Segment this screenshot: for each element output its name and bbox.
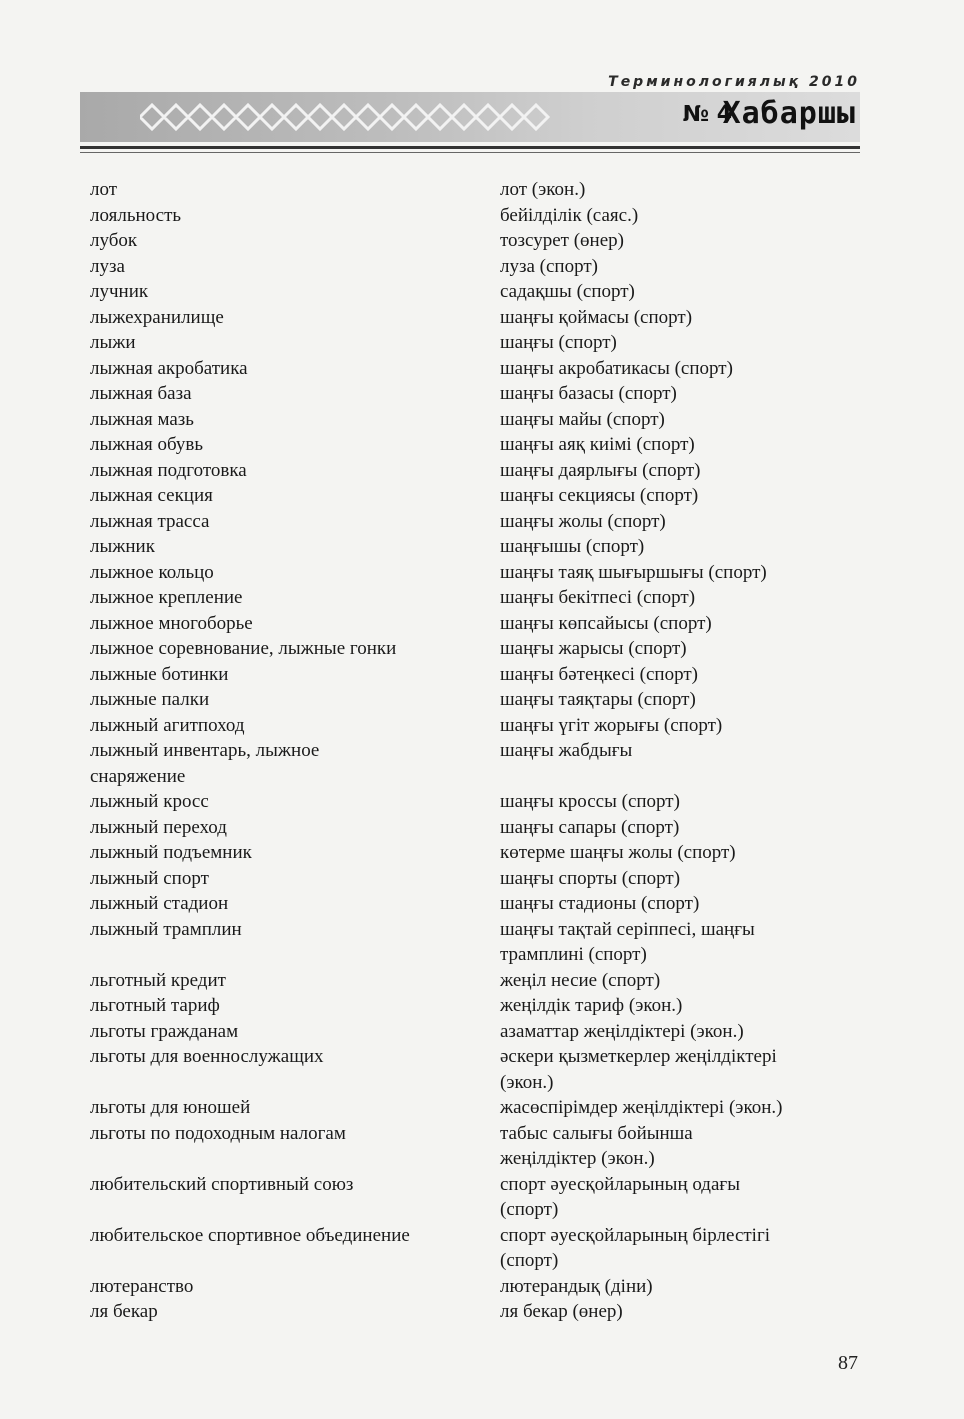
- kazakh-term: жеңілдік тариф (экон.): [500, 995, 683, 1016]
- russian-term: лыжный спорт: [90, 867, 209, 889]
- kazakh-term: [500, 764, 845, 790]
- glossary-entry: [90, 1019, 850, 1045]
- kazakh-term: шаңғышы (спорт): [500, 536, 645, 557]
- glossary-entry: [90, 662, 850, 688]
- kazakh-term: шаңғы майы (спорт): [500, 408, 665, 430]
- russian-term: лыжная подготовка: [90, 459, 247, 481]
- kazakh-term: спорт әуесқойларының одағы: [500, 1173, 740, 1195]
- russian-term: [90, 1248, 500, 1274]
- glossary-entry: [90, 687, 850, 713]
- kazakh-term: шаңғы сапары (спорт): [500, 816, 680, 838]
- glossary-entry: [90, 356, 850, 382]
- russian-term: лубок: [90, 230, 138, 251]
- kazakh-term: шаңғы стадионы (спорт): [500, 893, 700, 914]
- page-number: 87: [838, 1352, 858, 1374]
- glossary-entry: [90, 1070, 850, 1096]
- kazakh-term: шаңғы жарысы (спорт): [500, 638, 687, 659]
- russian-term: льготный тариф: [90, 995, 220, 1016]
- glossary-entry: [90, 917, 850, 943]
- glossary-entry: [90, 713, 850, 739]
- russian-term: лучник: [90, 281, 149, 302]
- glossary-entry: [90, 1197, 850, 1223]
- russian-term: льготы по подоходным налогам: [90, 1122, 346, 1144]
- russian-term: лояльность: [90, 204, 182, 226]
- journal-name: Хабаршы: [722, 96, 856, 131]
- kazakh-term: көтерме шаңғы жолы (спорт): [500, 842, 736, 863]
- glossary-entry: [90, 611, 850, 637]
- russian-term: лыжный трамплин: [90, 918, 242, 940]
- header-rule-thin: [80, 152, 860, 153]
- kazakh-term: спорт әуесқойларының бірлестігі: [500, 1224, 771, 1246]
- russian-term: льготный кредит: [90, 969, 226, 991]
- kazakh-term: ля бекар (өнер): [500, 1301, 623, 1322]
- russian-term: лыжное крепление: [90, 587, 243, 608]
- kazakh-term: садақшы (спорт): [500, 281, 635, 302]
- kazakh-term: әскери қызметкерлер жеңілдіктері: [500, 1046, 777, 1067]
- kazakh-term: табыс салығы бойынша: [500, 1122, 693, 1144]
- glossary-entry: [90, 764, 850, 790]
- russian-term: лыжник: [90, 536, 155, 557]
- russian-term: лыжная трасса: [90, 510, 210, 532]
- kazakh-term: лот (экон.): [500, 179, 586, 200]
- kazakh-term: (спорт): [500, 1199, 559, 1220]
- russian-term: лыжное соревнование, лыжные гонки: [90, 638, 397, 659]
- kazakh-term: луза (спорт): [500, 255, 598, 277]
- russian-term: лыжная база: [90, 383, 192, 404]
- glossary-entry: [90, 1044, 850, 1070]
- russian-term: [90, 1146, 500, 1172]
- kazakh-term: (экон.): [500, 1071, 554, 1093]
- kazakh-term: шаңғы даярлығы (спорт): [500, 459, 701, 481]
- russian-term: лыжный инвентарь, лыжное: [90, 740, 320, 761]
- kazakh-term: шаңғы акробатикасы (спорт): [500, 357, 733, 379]
- glossary-entry: [90, 636, 850, 662]
- glossary-entry: [90, 738, 850, 764]
- kazakh-term: шаңғы спорты (спорт): [500, 867, 681, 889]
- glossary-entry: [90, 1299, 850, 1325]
- russian-term: лыжный стадион: [90, 893, 229, 914]
- kazakh-term: шаңғы тақтай серіппесі, шаңғы: [500, 918, 755, 940]
- russian-term: лот: [90, 179, 118, 200]
- glossary-entry: [90, 585, 850, 611]
- kazakh-term: шаңғы кроссы (спорт): [500, 791, 680, 812]
- russian-term: льготы для юношей: [90, 1097, 251, 1118]
- glossary-entry: [90, 254, 850, 280]
- journal-line: Терминологиялық 2010: [608, 74, 860, 90]
- russian-term: лыжная секция: [90, 485, 213, 506]
- russian-term: любительское спортивное объединение: [90, 1224, 410, 1246]
- russian-term: [90, 942, 500, 968]
- glossary-entry: [90, 560, 850, 586]
- russian-term: лыжный подъемник: [90, 842, 252, 863]
- glossary-entry: [90, 1172, 850, 1198]
- glossary-entry: [90, 942, 850, 968]
- russian-term: снаряжение: [90, 765, 186, 787]
- russian-term: лыжная акробатика: [90, 357, 248, 379]
- kazakh-term: шаңғы базасы (спорт): [500, 383, 677, 404]
- russian-term: ля бекар: [90, 1301, 158, 1322]
- kazakh-term: шаңғы таяқ шығыршығы (спорт): [500, 561, 767, 583]
- header-rule: [80, 146, 860, 149]
- glossary-entry: [90, 534, 850, 560]
- kazakh-term: шаңғы аяқ киімі (спорт): [500, 434, 695, 455]
- kazakh-term: шаңғы жолы (спорт): [500, 510, 666, 532]
- issue-number: № 4: [682, 102, 732, 127]
- ornament-pattern-icon: [140, 100, 560, 134]
- russian-term: лыжный переход: [90, 816, 227, 838]
- kazakh-term: шаңғы секциясы (спорт): [500, 485, 699, 506]
- glossary-entry: [90, 458, 850, 484]
- russian-term: лыжный кросс: [90, 791, 209, 812]
- glossary-entry: [90, 891, 850, 917]
- kazakh-term: шаңғы үгіт жорығы (спорт): [500, 714, 723, 736]
- kazakh-term: шаңғы қоймасы (спорт): [500, 306, 693, 328]
- kazakh-term: лютерандық (діни): [500, 1275, 653, 1297]
- kazakh-term: жеңіл несие (спорт): [500, 969, 661, 991]
- glossary-entry: [90, 483, 850, 509]
- glossary-entry: [90, 1223, 850, 1249]
- glossary-entry: [90, 381, 850, 407]
- kazakh-term: шаңғы жабдығы: [500, 740, 633, 761]
- kazakh-term: шаңғы (спорт): [500, 332, 617, 353]
- glossary-entry: [90, 305, 850, 331]
- glossary-entry: [90, 177, 850, 203]
- russian-term: [90, 1070, 500, 1096]
- russian-term: лыжная мазь: [90, 408, 194, 430]
- glossary-entry: [90, 330, 850, 356]
- russian-term: льготы гражданам: [90, 1020, 239, 1042]
- glossary-entry: [90, 1095, 850, 1121]
- russian-term: любительский спортивный союз: [90, 1173, 354, 1195]
- russian-term: луза: [90, 255, 125, 277]
- glossary-entry: [90, 993, 850, 1019]
- glossary-entry: [90, 509, 850, 535]
- kazakh-term: шаңғы бәтеңкесі (спорт): [500, 663, 698, 685]
- russian-term: лыжное многоборье: [90, 612, 253, 634]
- glossary-entry: [90, 815, 850, 841]
- glossary-entry: [90, 1274, 850, 1300]
- glossary-entry: [90, 432, 850, 458]
- glossary-entry: [90, 789, 850, 815]
- kazakh-term: жеңілдіктер (экон.): [500, 1148, 655, 1169]
- russian-term: лыжные палки: [90, 689, 210, 710]
- kazakh-term: шаңғы көпсайысы (спорт): [500, 612, 712, 634]
- header-banner: [80, 92, 860, 142]
- russian-term: лыжная обувь: [90, 434, 204, 455]
- kazakh-term: шаңғы таяқтары (спорт): [500, 689, 696, 710]
- russian-term: [90, 1197, 500, 1223]
- glossary-entry: [90, 866, 850, 892]
- glossary-entry: [90, 1121, 850, 1147]
- russian-term: льготы для военнослужащих: [90, 1046, 324, 1067]
- russian-term: лыжи: [90, 332, 136, 353]
- glossary-entry: [90, 968, 850, 994]
- kazakh-term: бейілділік (саяс.): [500, 204, 639, 226]
- glossary-entry: [90, 279, 850, 305]
- kazakh-term: жасөспірімдер жеңілдіктері (экон.): [500, 1097, 783, 1118]
- glossary-entry: [90, 840, 850, 866]
- russian-term: лыжный агитпоход: [90, 714, 245, 736]
- russian-term: лыжные ботинки: [90, 663, 229, 685]
- russian-term: лыжное кольцо: [90, 561, 214, 583]
- glossary-list: [90, 177, 850, 1325]
- glossary-entry: [90, 407, 850, 433]
- kazakh-term: азаматтар жеңілдіктері (экон.): [500, 1020, 744, 1042]
- kazakh-term: тозсурет (өнер): [500, 230, 624, 251]
- kazakh-term: трамплині (спорт): [500, 944, 647, 965]
- russian-term: лыжехранилище: [90, 306, 224, 328]
- kazakh-term: шаңғы бекітпесі (спорт): [500, 587, 696, 608]
- glossary-entry: [90, 228, 850, 254]
- glossary-entry: [90, 1248, 850, 1274]
- russian-term: лютеранство: [90, 1275, 194, 1297]
- kazakh-term: (спорт): [500, 1250, 559, 1271]
- glossary-entry: [90, 203, 850, 229]
- glossary-entry: [90, 1146, 850, 1172]
